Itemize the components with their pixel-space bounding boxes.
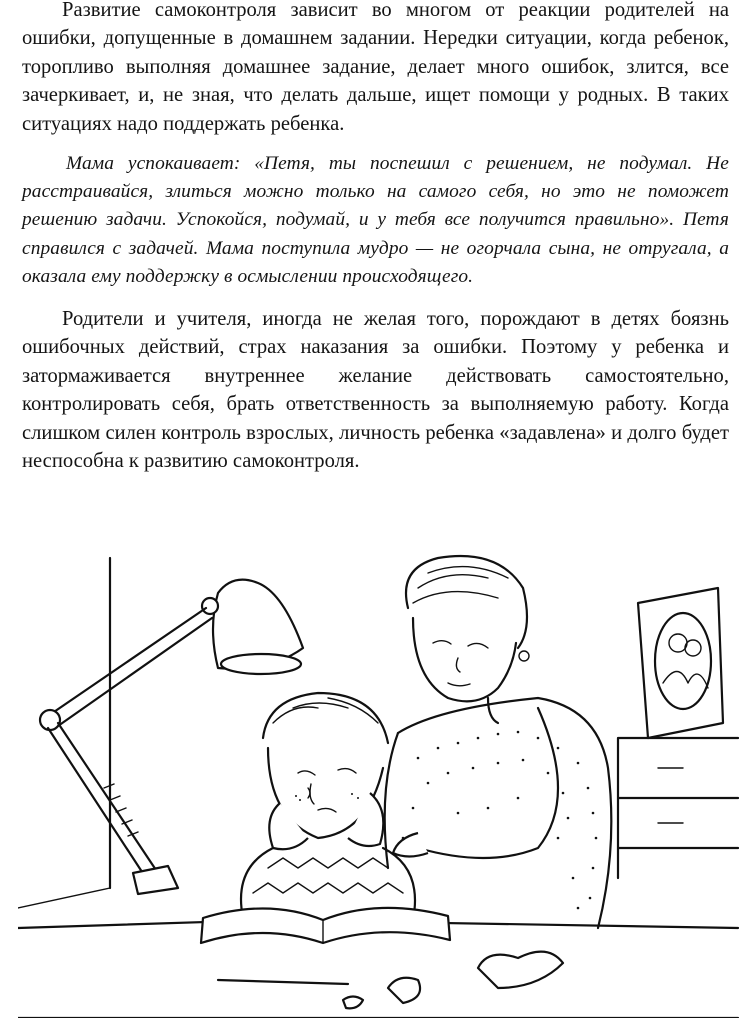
boy-hair [263, 693, 388, 743]
open-book [201, 908, 450, 943]
lamp-joint [202, 598, 218, 614]
boy-eyes [298, 769, 356, 775]
illustration-drawing [18, 548, 739, 1018]
pencil [218, 980, 348, 984]
paragraph-parents-teachers-fear: Родители и учителя, иногда не желая того, порождают в детях боязнь ошибочных действий, страх наказания за ошибки. Поэтому у ребенка и затормаживается внутреннее желание действовать самостоятельно, контролировать себя, брать ответственность за выполняемую работу. Когда слишком силен контроль взрослых, личность ребенка «задавлена» и долго будет неспособна к развитию самоконтроля. [22, 308, 729, 473]
crumpled-paper [478, 952, 563, 988]
paragraph-mother-quote-example: Мама успокаивает: «Петя, ты поспешил с решением, не подумал. Не расстраивайся, злиться можно только на самого себя, но это не поможет решению задачи. Успокойся, подумай, и у тебя все получится правильно». Петя справился с задачей. Мама поступила мудро — не огорчала сына, не отругала, а оказала ему поддержку в осмыслении происходящего. [22, 153, 729, 287]
mother-hair [406, 556, 527, 648]
boy-tear [310, 784, 314, 804]
lamp-upper-arm [48, 608, 212, 726]
mother-and-son-illustration [18, 548, 739, 1018]
mother-mouth [448, 683, 470, 686]
mother-eyes [433, 641, 488, 648]
mother-body [398, 698, 611, 928]
document-page [22, 0, 729, 475]
boy-mouth [318, 808, 336, 812]
mother-face [413, 618, 516, 701]
boy-left-hand [269, 803, 308, 849]
paragraph-self-control-intro: Развитие самоконтроля зависит во многом от реакции родителей на ошибки, допущенные в домашнем задании. Нередки ситуации, когда ребенок, торопливо выполняя домашнее задание, делает много ошибок, злится, все зачеркивает, и, не зная, что делать дальше, ищет помощи у родных. В таких ситуациях надо поддержать ребенка. [22, 0, 729, 135]
lamp-lower-arm [48, 723, 158, 878]
mother-arm [418, 708, 558, 858]
boy-right-hand [348, 793, 383, 846]
oval-portrait [655, 613, 711, 709]
lamp-elbow-joint [40, 710, 60, 730]
drawer-chest [618, 738, 738, 878]
mother-hand [393, 833, 428, 857]
